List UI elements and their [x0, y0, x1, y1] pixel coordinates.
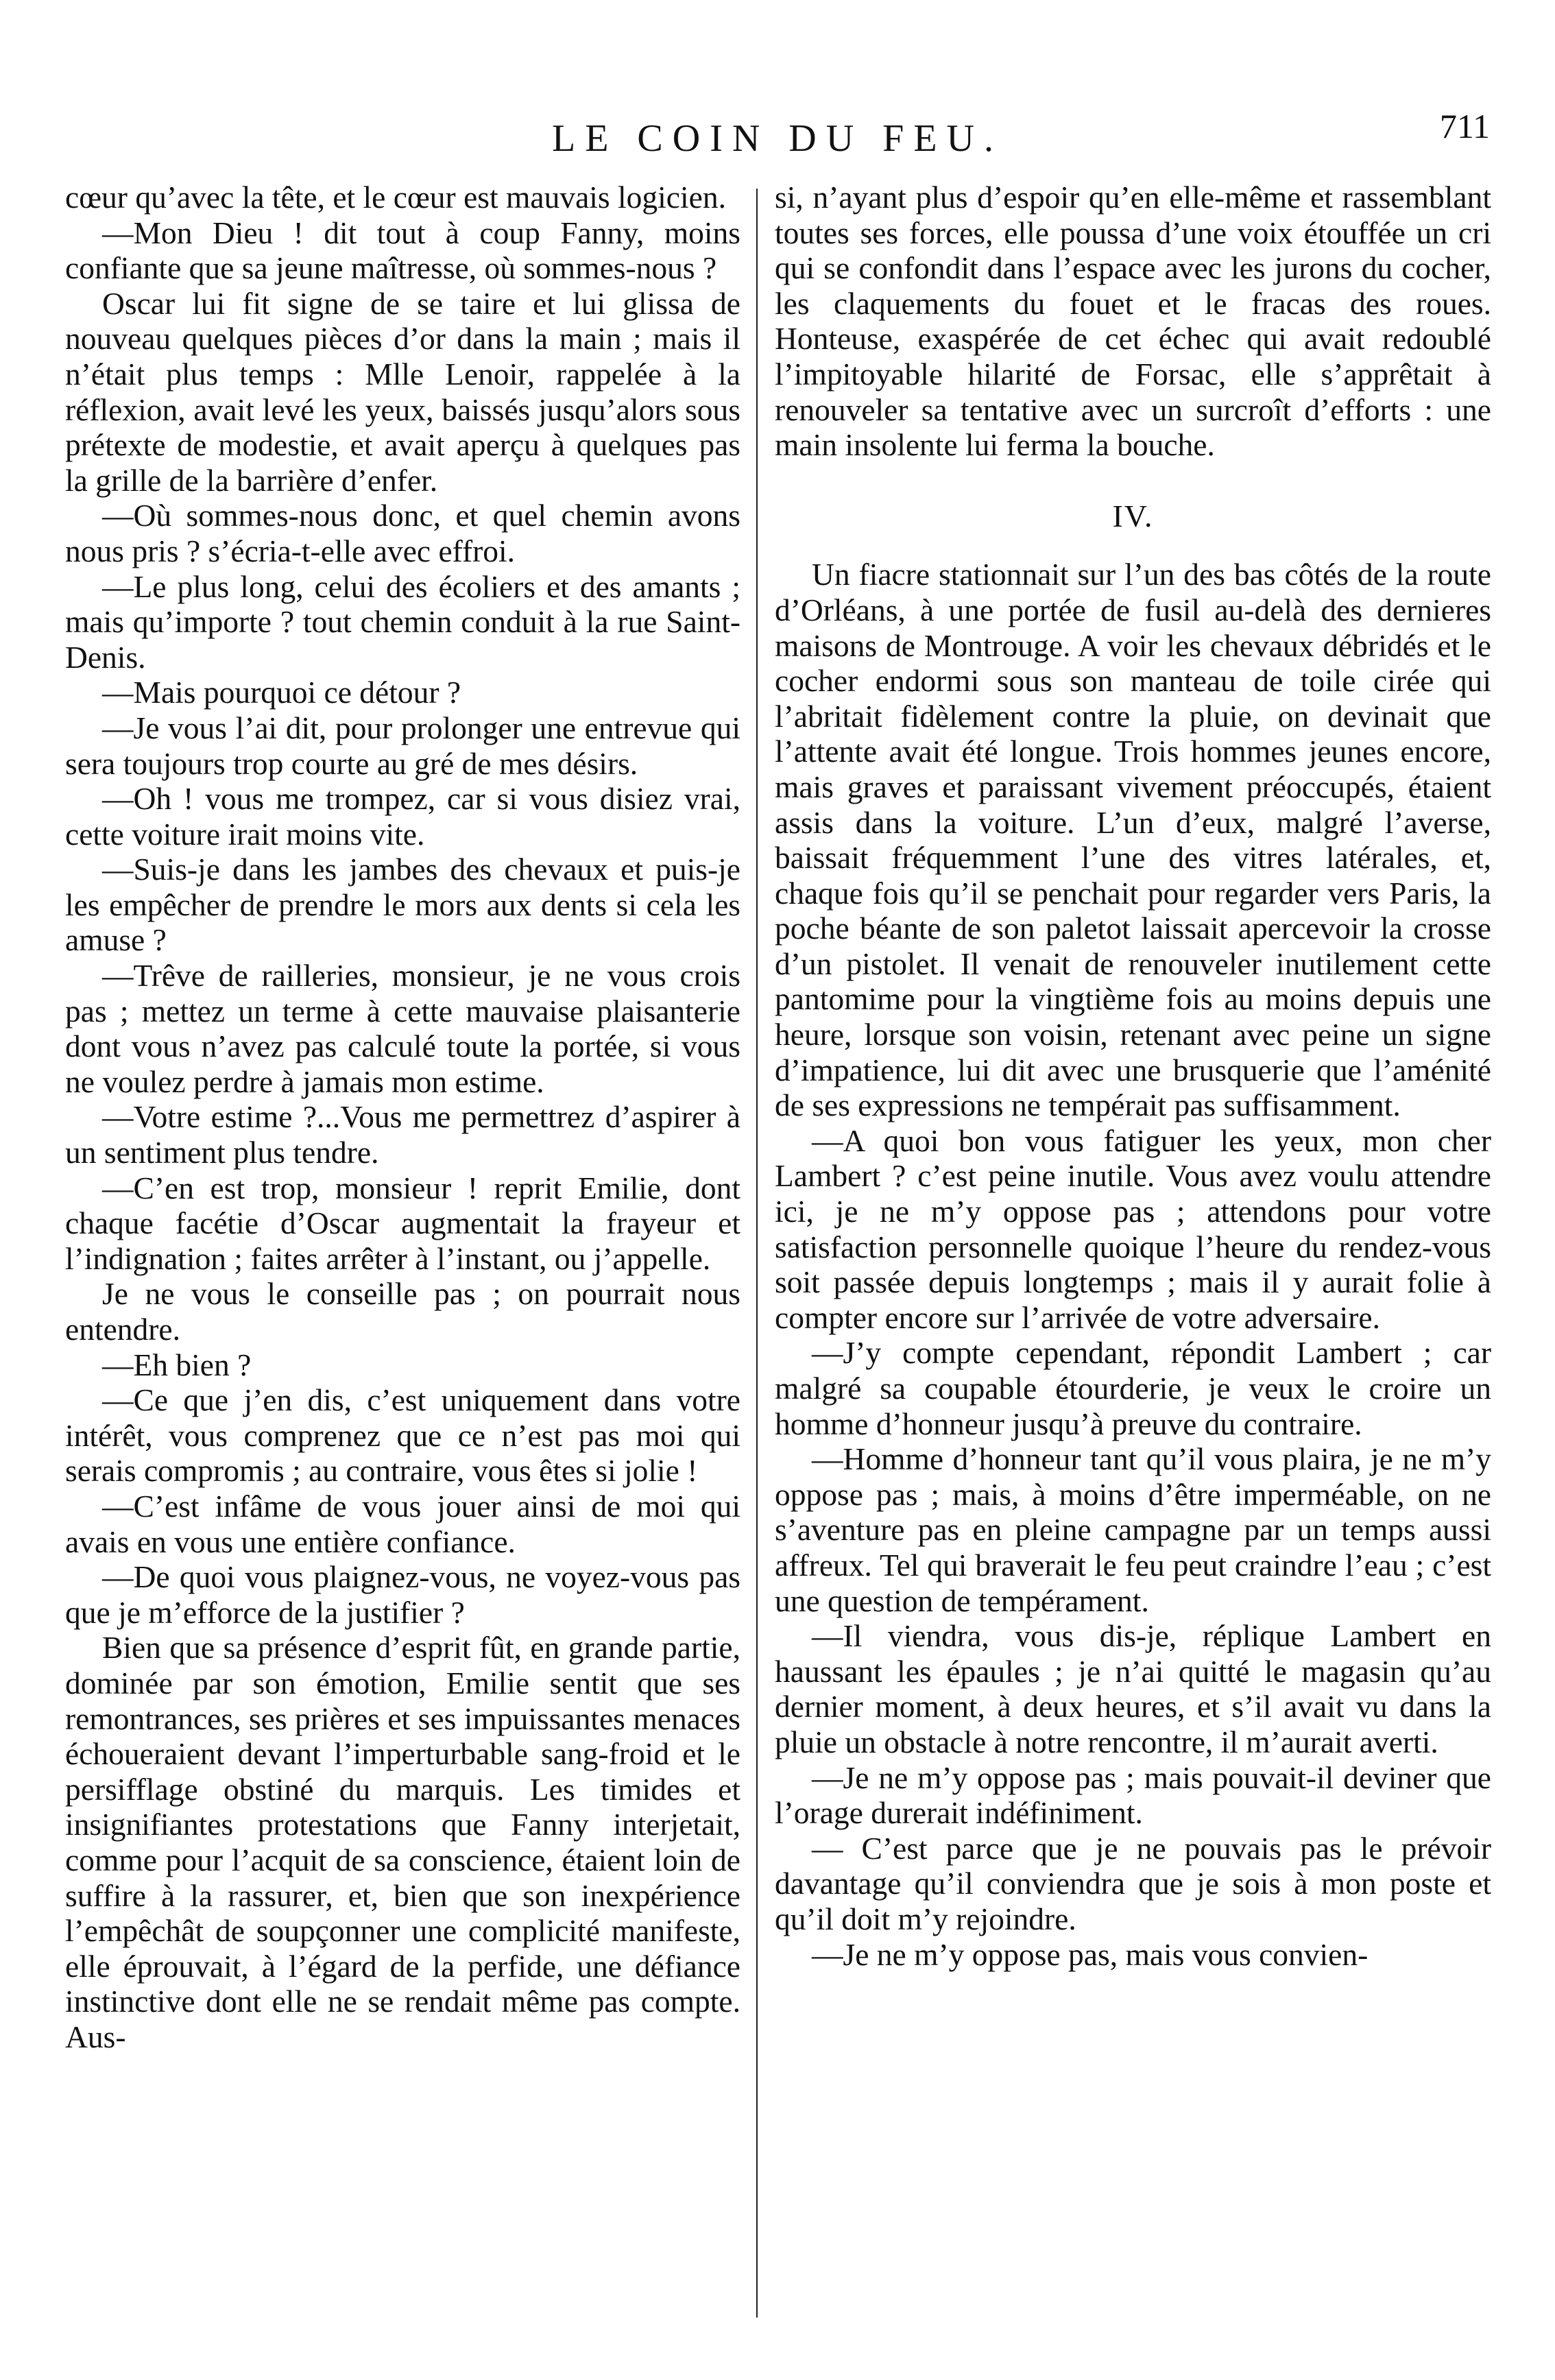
- left-paragraph-12: —C’en est trop, monsieur ! reprit Emilie, dont chaque facétie d’Oscar augmentait la frayeur et l’indignation ; faites arrêter à l’instant, ou j’appelle.: [65, 1170, 740, 1276]
- left-paragraph-13: Je ne vous le conseille pas ; on pourrait nous entendre.: [65, 1276, 740, 1347]
- right-column: [775, 180, 1491, 1972]
- right-paragraph-8: —Je ne m’y oppose pas, mais vous convien-: [812, 1936, 1369, 1972]
- right-paragraph-7: — C’est parce que je ne pouvais pas le prévoir davantage qu’il conviendra que je sois à mon poste et qu’il doit m’y rejoindre.: [775, 1830, 1491, 1936]
- left-paragraph-11: —Votre estime ?...Vous me permettrez d’aspirer à un sentiment plus tendre.: [65, 1099, 740, 1170]
- left-paragraph-2: —Mon Dieu ! dit tout à coup Fanny, moins confiante que sa jeune maîtresse, où sommes-nous ?: [65, 215, 740, 286]
- left-paragraph-10: —Trêve de railleries, monsieur, je ne vous crois pas ; mettez un terme à cette mauvaise plaisanterie dont vous n’avez pas calculé toute la portée, si vous ne voulez perdre à jamais mon estime.: [65, 958, 740, 1099]
- right-paragraph-1: Un fiacre stationnait sur l’un des bas côtés de la route d’Orléans, à une portée de fusil au-delà des dernieres maisons de Montrouge. A voir les chevaux débridés et le cocher endormi sous son manteau de toile cirée qui l’abritait fidèlement contre la pluie, on devinait que l’attente avait été longue. Trois hommes jeunes encore, mais graves et paraissant vivement préoccupés, étaient assis dans la voiture. L’un d’eux, malgré l’averse, baissait fréquemment l’une des vitres latérales, et, chaque fois qu’il se penchait pour regarder vers Paris, la poche béante de son paletot laissait apercevoir la crosse d’un pistolet. Il venait de renouveler inutilement cette pantomime pour la vingtième fois au moins depuis une heure, lorsque son voisin, retenant avec peine un signe d’impatience, lui dit avec une brusquerie que l’aménité de ses expressions ne tempérait pas suffisamment.: [775, 557, 1491, 1123]
- section-heading: IV.: [1112, 498, 1154, 533]
- right-opening-paragraph: si, n’ayant plus d’espoir qu’en elle-même et rassemblant toutes ses forces, elle poussa d’une voix étouffée un cri qui se confondit dans l’espace avec les jurons du cocher, les claquements du fouet et le fracas des roues. Honteuse, exaspérée de cet échec qui avait redoublé l’impitoyable hilarité de Forsac, elle s’apprêtait à renouveler sa tentative avec un surcroît d’efforts : une main insolente lui ferma la bouche.: [775, 180, 1491, 463]
- running-title: LE COIN DU FEU.: [552, 117, 1003, 160]
- left-paragraph-4: —Où sommes-nous donc, et quel chemin avons nous pris ? s’écria-t-elle avec effroi.: [65, 498, 740, 568]
- column-divider: [756, 189, 758, 2318]
- left-paragraph-14: —Eh bien ?: [102, 1347, 252, 1382]
- left-paragraph-18: Bien que sa présence d’esprit fût, en grande partie, dominée par son émotion, Emilie sentit que ses remontrances, ses prières et ses impuissantes menaces échoueraient devant l’imperturbable sang-froid et le persifflage obstiné du marquis. Les timides et insignifiantes protestations que Fanny interjetait, comme pour l’acquit de sa conscience, étaient loin de suffire à la rassurer, et, bien que son inexpérience l’empêchât de soupçonner une complicité manifeste, elle éprouvait, à l’égard de la perfide, une défiance instinctive dont elle ne se rendait même pas compte. Aus-: [65, 1630, 740, 2054]
- right-paragraph-5: —Il viendra, vous dis-je, réplique Lambert en haussant les épaules ; je n’ai quitté le magasin qu’au dernier moment, à deux heures, et s’il avait vu dans la pluie un obstacle à notre rencontre, il m’aurait averti.: [775, 1618, 1491, 1759]
- page-number: 711: [1439, 107, 1490, 145]
- left-paragraph-16: —C’est infâme de vous jouer ainsi de moi qui avais en vous une entière confiance.: [65, 1488, 740, 1559]
- right-paragraph-4: —Homme d’honneur tant qu’il vous plaira, je ne m’y oppose pas ; mais, à moins d’être imperméable, on ne s’aventure pas en pleine campagne par un temps aussi affreux. Tel qui braverait le feu peut craindre l’eau ; c’est une question de tempérament.: [775, 1441, 1491, 1618]
- running-head: [0, 103, 1555, 158]
- left-paragraph-5: —Le plus long, celui des écoliers et des amants ; mais qu’importe ? tout chemin conduit à la rue Saint-Denis.: [65, 568, 740, 675]
- right-paragraph-2: —A quoi bon vous fatiguer les yeux, mon cher Lambert ? c’est peine inutile. Vous avez voulu attendre ici, je ne m’y oppose pas ; attendons pour votre satisfaction personnelle quoique l’heure du rendez-vous soit passée depuis longtemps ; mais il y aurait folie à compter encore sur l’arrivée de votre adversaire.: [775, 1122, 1491, 1335]
- left-paragraph-8: —Oh ! vous me trompez, car si vous disiez vrai, cette voiture irait moins vite.: [65, 781, 740, 852]
- left-paragraph-1: cœur qu’avec la tête, et le cœur est mauvais logicien.: [65, 180, 726, 215]
- left-column: [65, 180, 740, 2054]
- left-paragraph-9: —Suis-je dans les jambes des chevaux et puis-je les empêcher de prendre le mors aux dents si cela les amuse ?: [65, 852, 740, 958]
- left-paragraph-6: —Mais pourquoi ce détour ?: [102, 675, 461, 710]
- right-paragraph-6: —Je ne m’y oppose pas ; mais pouvait-il deviner que l’orage durerait indéfiniment.: [775, 1759, 1491, 1831]
- left-paragraph-3: Oscar lui fit signe de se taire et lui glissa de nouveau quelques pièces d’or dans la main ; mais il n’était plus temps : Mlle Lenoir, rappelée à la réflexion, avait levé les yeux, baissés jusqu’alors sous prétexte de modestie, et avait aperçu à quelques pas la grille de la barrière d’enfer.: [65, 285, 740, 498]
- left-paragraph-17: —De quoi vous plaignez-vous, ne voyez-vous pas que je m’efforce de la justifier ?: [65, 1559, 740, 1630]
- left-paragraph-15: —Ce que j’en dis, c’est uniquement dans votre intérêt, vous comprenez que ce n’est pas moi qui serais compromis ; au contraire, vous êtes si jolie !: [65, 1382, 740, 1489]
- right-paragraph-3: —J’y compte cependant, répondit Lambert ; car malgré sa coupable étourderie, je veux le croire un homme d’honneur jusqu’à preuve du contraire.: [775, 1335, 1491, 1441]
- left-paragraph-7: —Je vous l’ai dit, pour prolonger une entrevue qui sera toujours trop courte au gré de mes désirs.: [65, 710, 740, 781]
